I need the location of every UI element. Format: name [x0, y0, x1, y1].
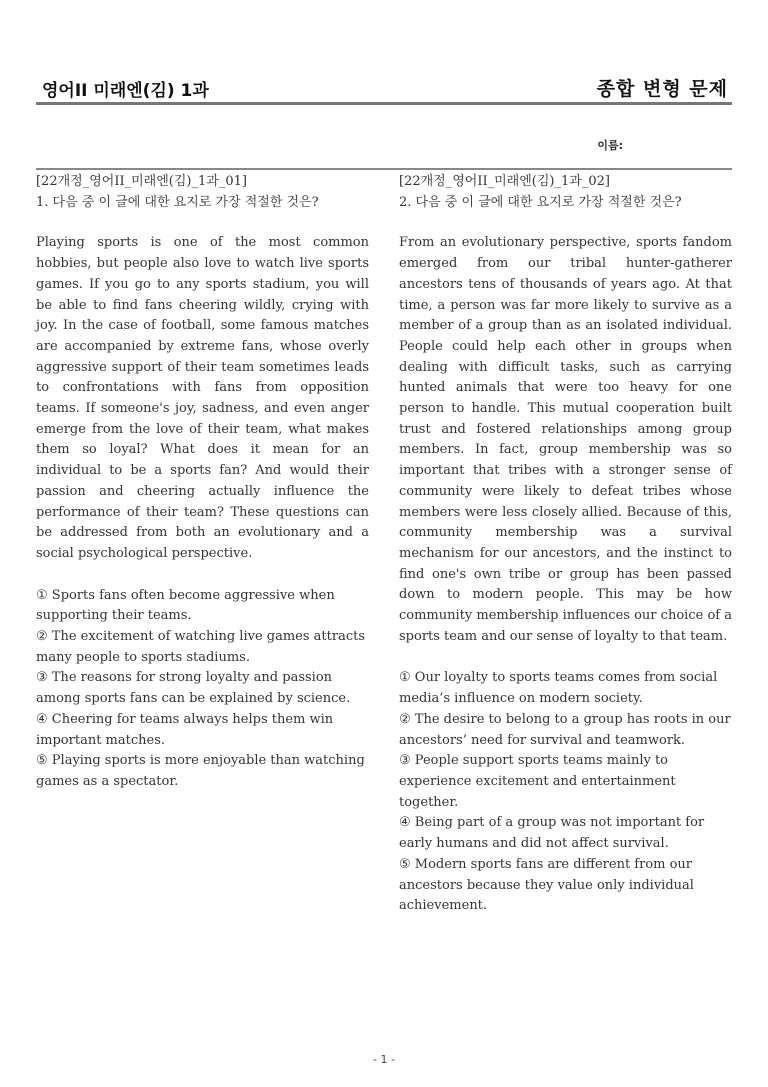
question-2-column [399, 172, 732, 917]
answer-option: ⑤ Playing sports is more enjoyable than watching games as a spectator. [36, 753, 365, 789]
student-name-label: 이름: [597, 139, 623, 152]
answer-option: ③ The reasons for strong loyalty and passion among sports fans can be explained by science. [36, 670, 351, 707]
answer-option: ② The desire to belong to a group has roots in our ancestors’ need for survival and teamwork. [399, 711, 731, 748]
question-prompt: 1. 다음 중 이 글에 대한 요지로 가장 적절한 것은? [36, 194, 319, 210]
section-divider [36, 168, 732, 170]
answer-option: ① Our loyalty to sports teams comes from social media’s influence on modern society. [399, 670, 718, 707]
answer-option: ⑤ Modern sports fans are different from our ancestors because they value only individual achievement. [399, 856, 694, 914]
question-prompt: 2. 다음 중 이 글에 대한 요지로 가장 적절한 것은? [399, 194, 682, 210]
question-code: [22개정_영어II_미래엔(김)_1과_01] [36, 174, 247, 189]
question-code: [22개정_영어II_미래엔(김)_1과_02] [399, 174, 610, 189]
reading-passage: Playing sports is one of the most common hobbies, but people also love to watch live sports games. If you go to any sports stadium, you will be able to find fans cheering wildly, crying with joy. In the case of football, some famous matches are accompanied by extreme fans, whose overly aggressive support of their team sometimes leads to confrontations with fans from opposition teams. If someone's joy, sadness, and even anger emerge from the love of their team, what makes them so loyal? What does it mean for an individual to be a sports fan? And would their passion and cheering actually influence the performance of their team? These questions can be addressed from both an evolutionary and a social psychological perspective. [36, 235, 369, 561]
worksheet-subtitle: 종합 변형 문제 [596, 78, 728, 100]
answer-option: ② The excitement of watching live games attracts many people to sports stadiums. [36, 629, 366, 665]
question-1-column [36, 172, 369, 793]
answer-option: ① Sports fans often become aggressive when supporting their teams. [36, 587, 335, 624]
answer-options [36, 586, 369, 793]
worksheet-title: 영어II 미래엔(김) 1과 [42, 81, 209, 101]
reading-passage: From an evolutionary perspective, sports fandom emerged from our tribal hunter-gatherer ancestors tens of thousands of years ago. At that time, a person was far more likely to survive as a member of a group than as an isolated individual. People could help each other in groups when dealing with difficult tasks, such as carrying hunted animals that were too heavy for one person to handle. This mutual cooperation built trust and fostered relationships among group members. In fact, group membership was so important that tribes with a stronger sense of community were likely to defeat tribes whose members were less closely allied. Because of this, community membership was a survival mechanism for our ancestors, and the instinct to find one's own tribe or group has been passed down to modern people. This may be how community membership influences our choice of a sports team and our sense of loyalty to that team. [399, 235, 732, 644]
answer-option: ③ People support sports teams mainly to experience excitement and entertainment together. [399, 753, 676, 810]
answer-option: ④ Being part of a group was not important for early humans and did not affect survival. [399, 815, 705, 852]
answer-options [399, 668, 732, 916]
answer-option: ④ Cheering for teams always helps them win important matches. [36, 711, 334, 748]
header-divider [36, 102, 732, 105]
page-number: - 1 - [373, 1053, 395, 1066]
